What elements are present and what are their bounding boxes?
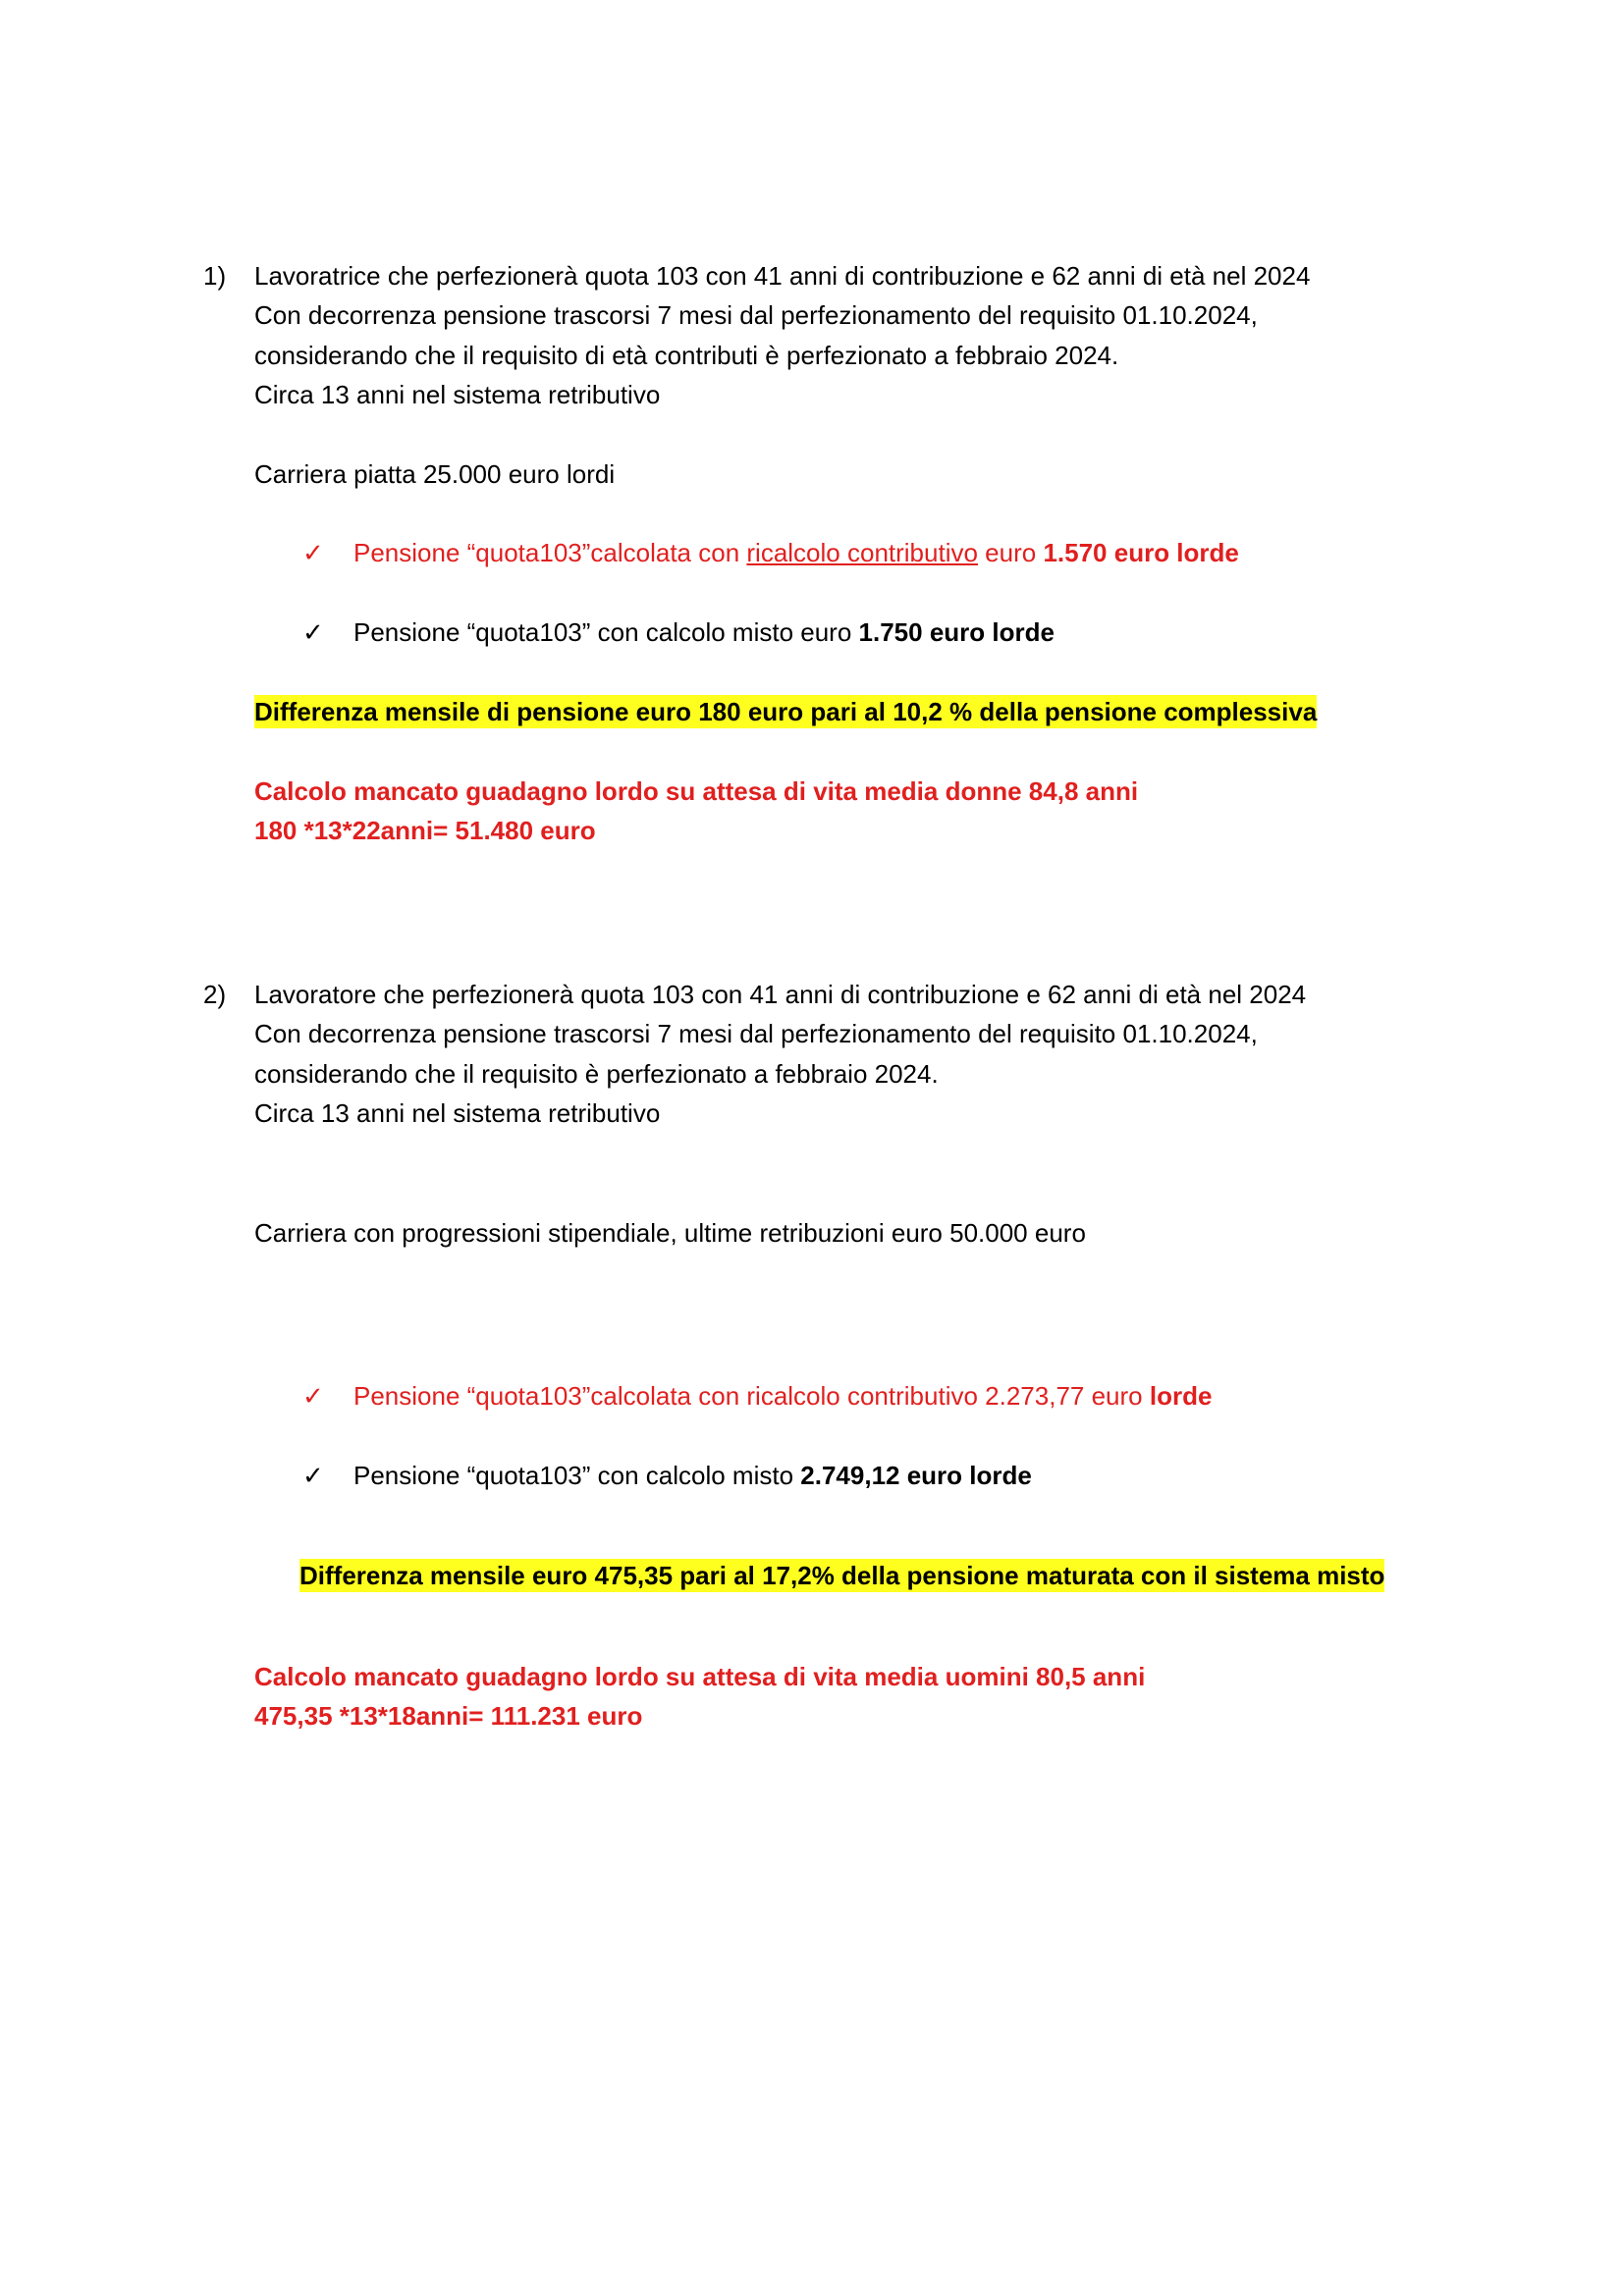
loss-calculation-title: Calcolo mancato guadagno lordo su attesa di vita media donne 84,8 anni <box>254 776 1139 806</box>
intro-line: Circa 13 anni nel sistema retributivo <box>254 380 661 409</box>
highlight-difference: Differenza mensile di pensione euro 180 euro pari al 10,2 % della pensione complessiva <box>254 697 1318 726</box>
intro-line: Con decorrenza pensione trascorsi 7 mesi dal perfezionamento del requisito 01.10.2024, <box>254 300 1258 330</box>
career-line: Carriera piatta 25.000 euro lordi <box>254 459 616 489</box>
career-line: Carriera con progressioni stipendiale, ultime retribuzioni euro 50.000 euro <box>254 1218 1086 1248</box>
bullet-misto: Pensione “quota103” con calcolo misto 2.749,12 euro lorde <box>353 1461 1032 1490</box>
section-number: 1) <box>203 261 227 291</box>
checkmark-icon: ✓ <box>302 1381 324 1411</box>
bullet-contributivo: Pensione “quota103”calcolata con ricalcolo contributivo euro 1.570 euro lorde <box>353 538 1239 567</box>
checkmark-icon: ✓ <box>302 617 324 647</box>
intro-line: considerando che il requisito di età contributi è perfezionato a febbraio 2024. <box>254 341 1119 370</box>
bullet-misto: Pensione “quota103” con calcolo misto euro 1.750 euro lorde <box>353 617 1055 647</box>
underlined-term: ricalcolo contributivo <box>746 538 978 567</box>
bullet-contributivo: Pensione “quota103”calcolata con ricalcolo contributivo 2.273,77 euro lorde <box>353 1381 1213 1411</box>
checkmark-icon: ✓ <box>302 1461 324 1490</box>
checkmark-icon: ✓ <box>302 538 324 567</box>
loss-calculation-result: 180 *13*22anni= 51.480 euro <box>254 816 596 845</box>
loss-calculation-title: Calcolo mancato guadagno lordo su attesa di vita media uomini 80,5 anni <box>254 1662 1146 1691</box>
intro-line: considerando che il requisito è perfezionato a febbraio 2024. <box>254 1059 939 1089</box>
highlight-difference: Differenza mensile euro 475,35 pari al 17,2% della pensione maturata con il sistema misto <box>299 1561 1385 1590</box>
loss-calculation-result: 475,35 *13*18anni= 111.231 euro <box>254 1701 643 1731</box>
intro-line: Circa 13 anni nel sistema retributivo <box>254 1098 661 1128</box>
intro-line: Lavoratrice che perfezionerà quota 103 con 41 anni di contribuzione e 62 anni di età nel 2024 <box>254 261 1311 291</box>
intro-line: Con decorrenza pensione trascorsi 7 mesi dal perfezionamento del requisito 01.10.2024, <box>254 1019 1258 1048</box>
intro-line: Lavoratore che perfezionerà quota 103 con 41 anni di contribuzione e 62 anni di età nel 2024 <box>254 980 1307 1009</box>
section-number: 2) <box>203 980 227 1009</box>
